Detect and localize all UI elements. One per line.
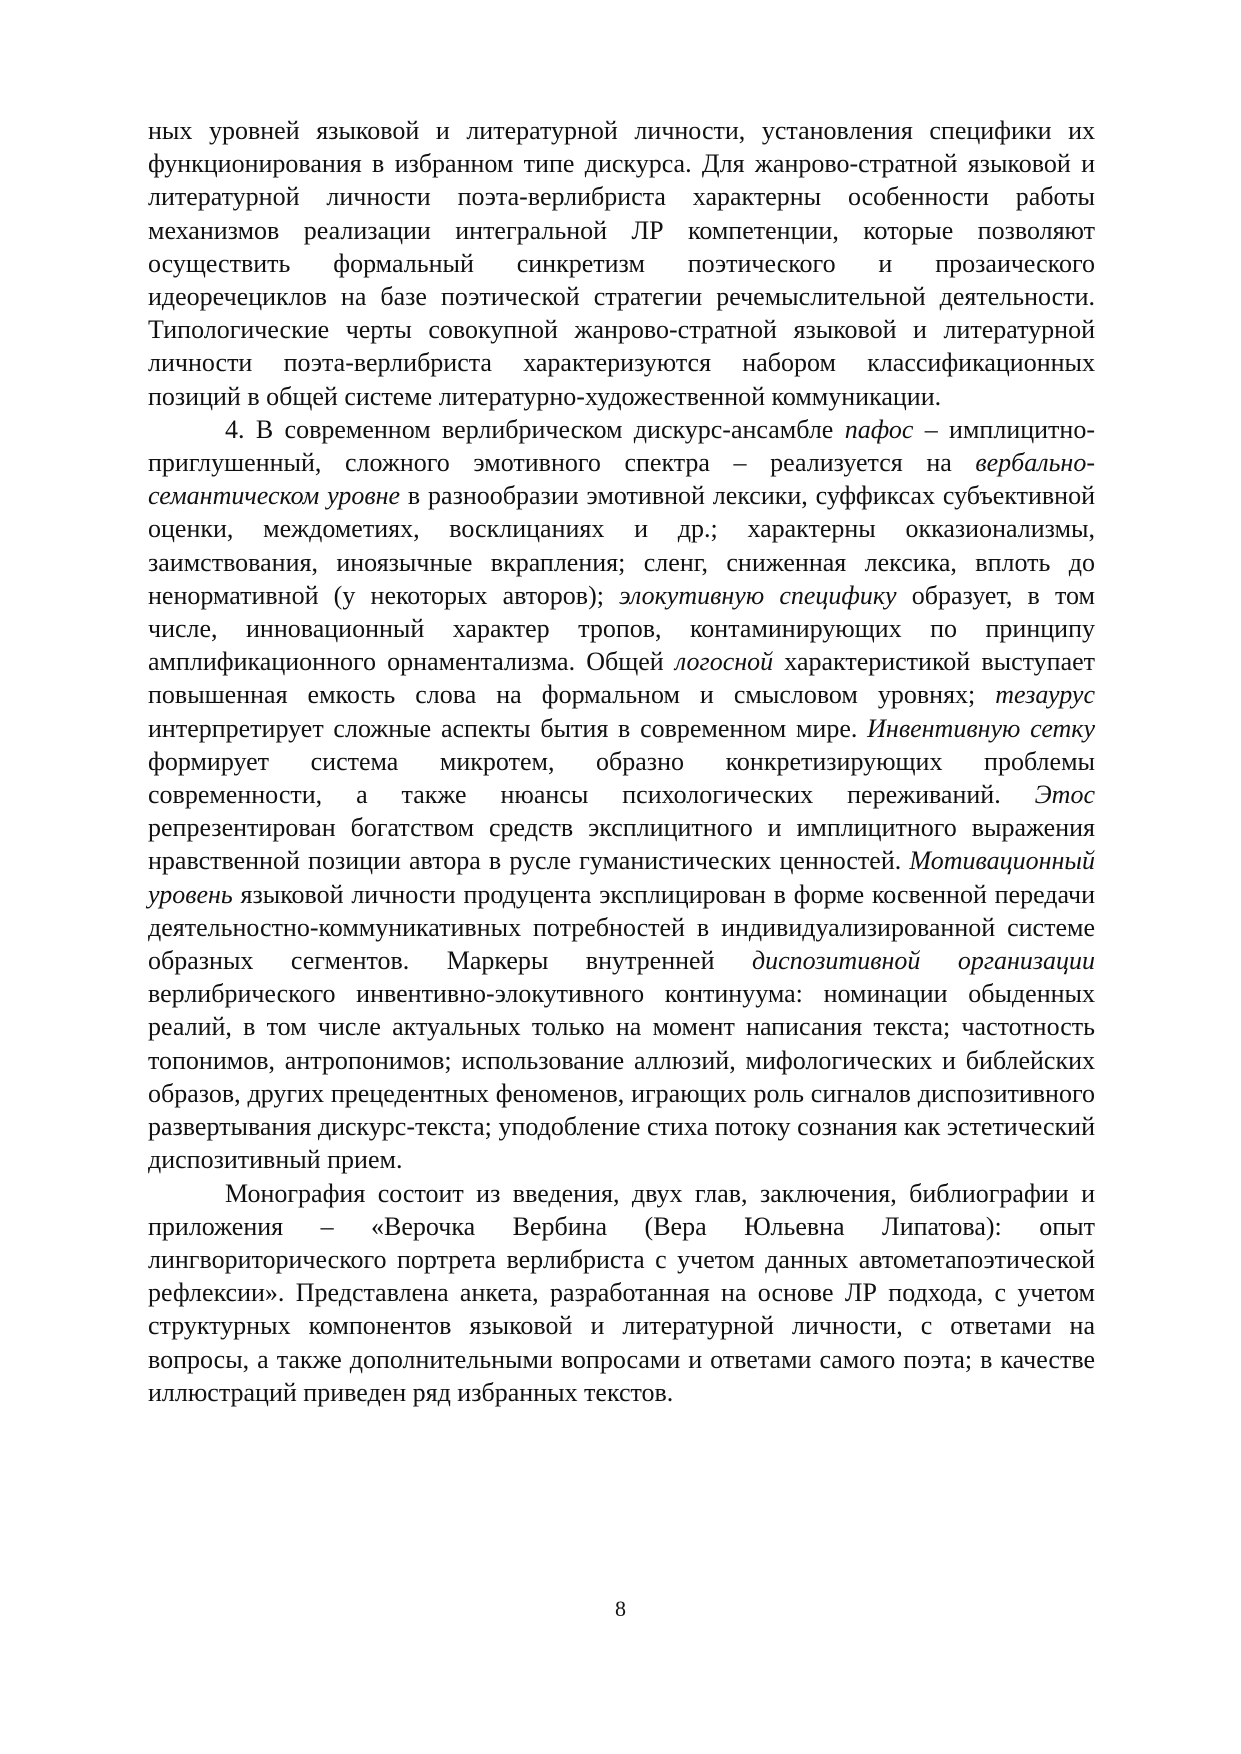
- text-segment: формирует система микротем, образно конкретизирующих проблемы современности, а также нюансы психологических переживаний.: [148, 746, 1095, 810]
- text-segment: образует, в том числе, инновационный характер тропов, контаминирующих по принципу амплификационного орнаментализма. Общей: [148, 580, 1095, 677]
- italic-term-verbal-semantic-level: вербально-семантическом уровне: [148, 448, 1095, 511]
- paragraph-1-text: ных уровней языковой и литературной личности, установления специфики их функционирования в избранном типе дискурса. Для жанрово-стратной языковой и литературной личности поэта-верлибриста характерны особенности работы механизмов реализации интегральной ЛР компетенции, которые позволяют осуществить формальный синкретизм поэтического и прозаического идеоречециклов на базе поэтической стратегии речемыслительной деятельности. Типологические черты совокупной жанрово-стратной языковой и литературной личности поэта-верлибриста характеризуются набором классификационных позиций в общей системе литературно-художественной коммуникации.: [148, 116, 1095, 411]
- text-segment: репрезентирован богатством средств эксплицитного и имплицитного выражения нравственной позиции автора в русле гуманистических ценностей.: [148, 813, 1095, 876]
- paragraph-1: [148, 114, 1095, 413]
- paragraph-3-text: Монография состоит из введения, двух глав, заключения, библиографии и приложения – «Верочка Вербина (Вера Юльевна Липатова): опыт лингвориторического портрета верлибриста с учетом данных автометапоэтической рефлексии». Представлена анкета, разработанная на основе ЛР подхода, с учетом структурных компонентов языковой и литературной личности, с ответами на вопросы, а также дополнительными вопросами и ответами самого поэта; в качестве иллюстраций приведен ряд избранных текстов.: [148, 1178, 1095, 1407]
- text-segment: в разнообразии эмотивной лексики, суффиксах субъективной оценки, междометиях, восклицаниях и др.; характерны окказионализмы, заимствования, иноязычные вкрапления; сленг, сниженная лексика, вплоть до ненормативной (у некоторых авторов);: [148, 481, 1095, 610]
- text-segment: верлибрического инвентивно-элокутивного континуума: номинации обыденных реалий, в том числе актуальных только на момент написания текста; частотность топонимов, антропонимов; использование аллюзий, мифологических и библейских образов, других прецедентных феноменов, играющих роль сигналов диспозитивного развертывания дискурс-текста; уподобление стиха потоку сознания как эстетический диспозитивный прием.: [148, 979, 1095, 1175]
- text-segment: языковой личности продуцента эксплицирован в форме косвенной передачи деятельностно-коммуникативных потребностей в индивидуализированной системе образных сегментов. Маркеры внутренней: [148, 879, 1095, 976]
- italic-term-ethos: Этос: [1034, 780, 1095, 810]
- italic-term-pathos: пафос: [844, 414, 914, 444]
- text-segment: интерпретирует сложные аспекты бытия в современном мире.: [148, 713, 868, 743]
- italic-term-motivational-level: Мотивационный уровень: [148, 846, 1095, 909]
- document-page: [148, 114, 1095, 1409]
- italic-term-inventive-grid: Инвентивную сетку: [867, 713, 1096, 743]
- page-number: 8: [615, 1596, 626, 1621]
- italic-term-dispositive-organization: диспозитивной организации: [751, 946, 1096, 976]
- text-segment: 4. В современном верлибрическом дискурс-ансамбле: [225, 414, 845, 444]
- italic-term-logos: логосной: [674, 647, 774, 677]
- text-segment: характеристикой выступает повышенная емкость слова на формальном и смысловом уровнях;: [148, 647, 1096, 710]
- paragraph-3: [148, 1177, 1095, 1409]
- italic-term-elocutive-specificity: элокутивную специфику: [619, 580, 897, 610]
- text-segment: – имплицитно-приглушенный, сложного эмотивного спектра – реализуется на: [148, 414, 1095, 478]
- paragraph-2: [148, 413, 1095, 1177]
- italic-term-thesaurus: тезаурус: [995, 680, 1095, 710]
